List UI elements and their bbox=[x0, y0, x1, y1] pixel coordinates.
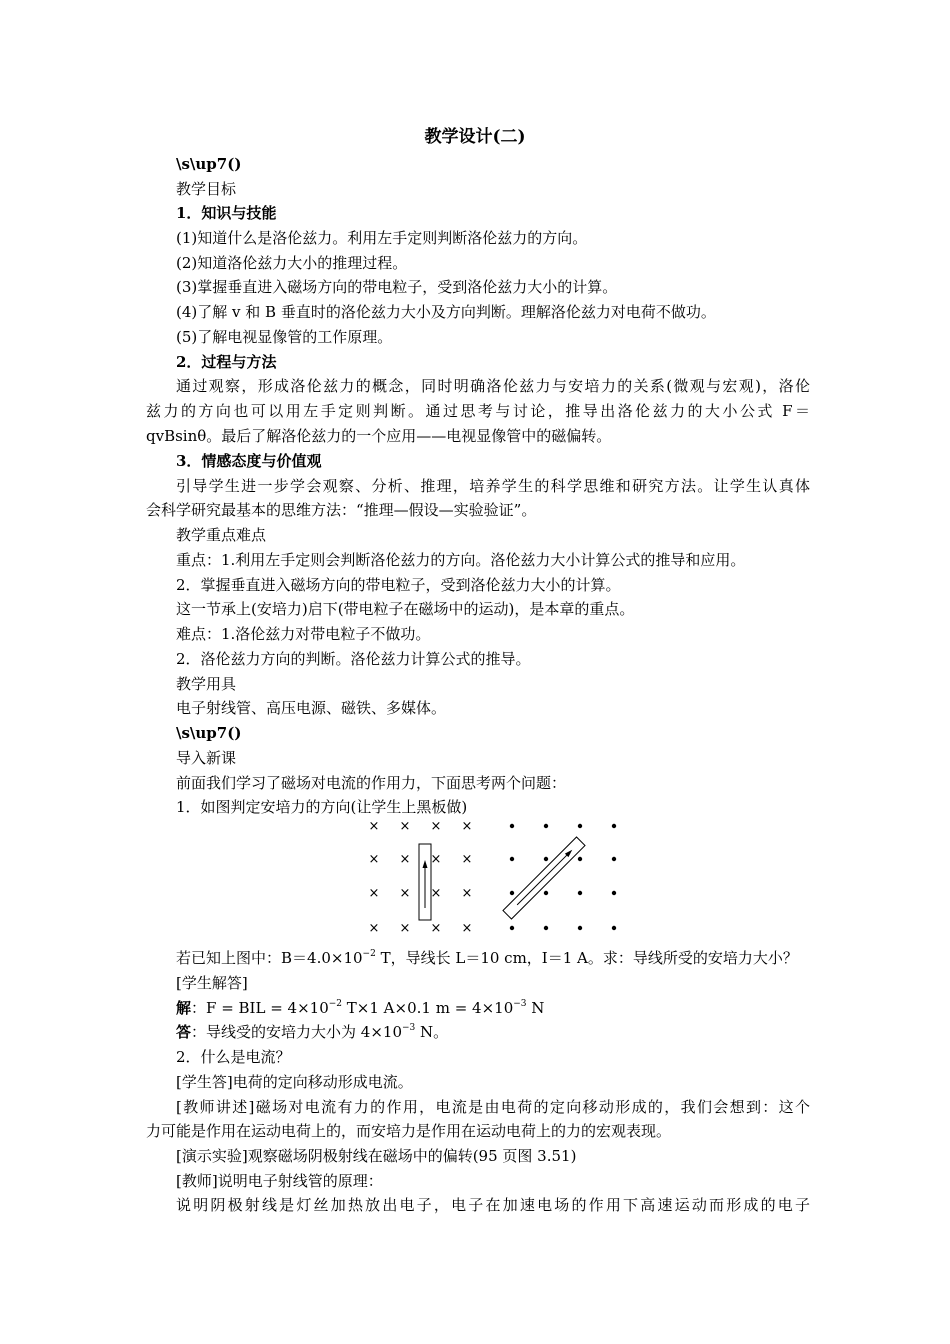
explanation-line: 说明阴极射线是灯丝加热放出电子，电子在加速电场的作用下高速运动而形成的电子 bbox=[176, 1196, 810, 1214]
field-dot-mark bbox=[544, 824, 548, 828]
field-cross-mark: × bbox=[368, 921, 380, 936]
question-2: 2．什么是电流？ bbox=[176, 1048, 291, 1066]
field-cross-mark: × bbox=[461, 886, 473, 901]
process-text-line: 兹力的方向也可以用左手定则判断。通过思考与讨论，推导出洛伦兹力的大小公式 F＝ bbox=[146, 402, 810, 420]
field-dot-mark bbox=[578, 891, 582, 895]
intro-heading: 导入新课 bbox=[176, 749, 237, 767]
field-dot-mark bbox=[544, 857, 548, 861]
field-cross-mark: × bbox=[430, 852, 442, 867]
section-marker: \s\up7() bbox=[176, 155, 242, 173]
field-cross-mark: × bbox=[461, 852, 473, 867]
teacher-note-line: [教师讲述]磁场对电流有力的作用，电流是由电荷的定向移动形成的，我们会想到：这个 bbox=[176, 1098, 810, 1116]
field-cross-mark: × bbox=[368, 852, 380, 867]
field-cross-mark: × bbox=[399, 852, 411, 867]
field-dot-mark bbox=[510, 857, 514, 861]
given-conditions: 若已知上图中：$B=4.0\times 10^{-2}$ T，导线长 L＝10 cm，I＝1 A。求：导线所受的安培力大小？ bbox=[176, 949, 798, 967]
field-cross-mark: × bbox=[368, 886, 380, 901]
field-dot-mark bbox=[578, 926, 582, 930]
attitude-text-line: 会科学研究最基本的思维方法：“推理—假设—实验验证”。 bbox=[146, 501, 537, 519]
knowledge-item: (1)知道什么是洛伦兹力。利用左手定则判断洛伦兹力的方向。 bbox=[176, 229, 588, 247]
field-dot-mark bbox=[612, 926, 616, 930]
student-answer-label: [学生解答] bbox=[176, 974, 248, 992]
field-dot-mark bbox=[510, 926, 514, 930]
field-dot-mark bbox=[578, 824, 582, 828]
key-point-line: 2．洛伦兹力方向的判断。洛伦兹力计算公式的推导。 bbox=[176, 650, 531, 668]
field-dot-mark bbox=[510, 891, 514, 895]
teacher-note-line: 力可能是作用在运动电荷上的，而安培力是作用在运动电荷上的力的宏观表现。 bbox=[146, 1122, 672, 1140]
key-point-line: 重点：1.利用左手定则会判断洛伦兹力的方向。洛伦兹力大小计算公式的推导和应用。 bbox=[176, 551, 746, 569]
field-dot-mark bbox=[544, 891, 548, 895]
knowledge-item: (3)掌握垂直进入磁场方向的带电粒子，受到洛伦兹力大小的计算。 bbox=[176, 278, 618, 296]
answer-line: 答：导线受的安培力大小为 $4\times 10^{-3}$ N。 bbox=[176, 1023, 449, 1041]
question-1: 1．如图判定安培力的方向(让学生上黑板做) bbox=[176, 798, 468, 816]
teacher-explain: [教师]说明电子射线管的原理： bbox=[176, 1172, 383, 1190]
objectives-heading: 教学目标 bbox=[176, 180, 237, 198]
field-dot-mark bbox=[510, 824, 514, 828]
knowledge-item: (4)了解 v 和 B 垂直时的洛伦兹力大小及方向判断。理解洛伦兹力对电荷不做功。 bbox=[176, 303, 716, 321]
attitude-text-line: 引导学生进一步学会观察、分析、推理，培养学生的科学思维和研究方法。让学生认真体 bbox=[176, 477, 810, 495]
field-cross-mark: × bbox=[430, 819, 442, 834]
field-cross-mark: × bbox=[461, 921, 473, 936]
demo-experiment: [演示实验]观察磁场阴极射线在磁场中的偏转(95 页图 3.51) bbox=[176, 1147, 577, 1165]
field-cross-mark: × bbox=[461, 819, 473, 834]
key-point-line: 这一节承上(安培力)启下(带电粒子在磁场中的运动)，是本章的重点。 bbox=[176, 600, 635, 618]
intro-text: 前面我们学习了磁场对电流的作用力，下面思考两个问题： bbox=[176, 774, 567, 792]
field-dot-mark bbox=[612, 857, 616, 861]
field-dot-mark bbox=[544, 926, 548, 930]
process-text-line: 通过观察，形成洛伦兹力的概念，同时明确洛伦兹力与安培力的关系(微观与宏观)，洛伦 bbox=[176, 377, 810, 395]
tools-text: 电子射线管、高压电源、磁铁、多媒体。 bbox=[176, 699, 447, 717]
knowledge-item: (2)知道洛伦兹力大小的推理过程。 bbox=[176, 254, 408, 272]
process-heading: 2．过程与方法 bbox=[176, 353, 277, 371]
field-out-of-page-grid bbox=[510, 824, 616, 930]
magnetic-field-figure bbox=[360, 812, 630, 940]
field-cross-mark: × bbox=[399, 886, 411, 901]
slanted-wire-conductor bbox=[503, 837, 585, 919]
field-cross-mark: × bbox=[399, 921, 411, 936]
tools-heading: 教学用具 bbox=[176, 675, 237, 693]
knowledge-item: (5)了解电视显像管的工作原理。 bbox=[176, 328, 393, 346]
key-point-line: 难点：1.洛伦兹力对带电粒子不做功。 bbox=[176, 625, 431, 643]
section-marker: \s\up7() bbox=[176, 724, 242, 742]
attitude-heading: 3．情感态度与价值观 bbox=[176, 452, 322, 470]
solution-line: 解：F = BIL = $4\times 10^{-2}$ T×1 A×0.1 $m = 4\times 10^{-3}$ N bbox=[176, 999, 545, 1017]
process-text-line: qvBsinθ。最后了解洛伦兹力的一个应用——电视显像管中的磁偏转。 bbox=[146, 427, 612, 445]
student-reply: [学生答]电荷的定向移动形成电流。 bbox=[176, 1073, 413, 1091]
document-title: 教学设计(二) bbox=[424, 127, 526, 147]
field-dot-mark bbox=[578, 857, 582, 861]
field-cross-mark: × bbox=[399, 819, 411, 834]
field-cross-mark: × bbox=[368, 819, 380, 834]
knowledge-heading: 1．知识与技能 bbox=[176, 204, 277, 222]
field-dot-mark bbox=[612, 891, 616, 895]
vertical-wire-conductor bbox=[419, 844, 431, 920]
key-points-heading: 教学重点难点 bbox=[176, 526, 267, 544]
field-dot-mark bbox=[612, 824, 616, 828]
key-point-line: 2．掌握垂直进入磁场方向的带电粒子，受到洛伦兹力大小的计算。 bbox=[176, 576, 621, 594]
field-cross-mark: × bbox=[430, 921, 442, 936]
field-cross-mark: × bbox=[430, 886, 442, 901]
